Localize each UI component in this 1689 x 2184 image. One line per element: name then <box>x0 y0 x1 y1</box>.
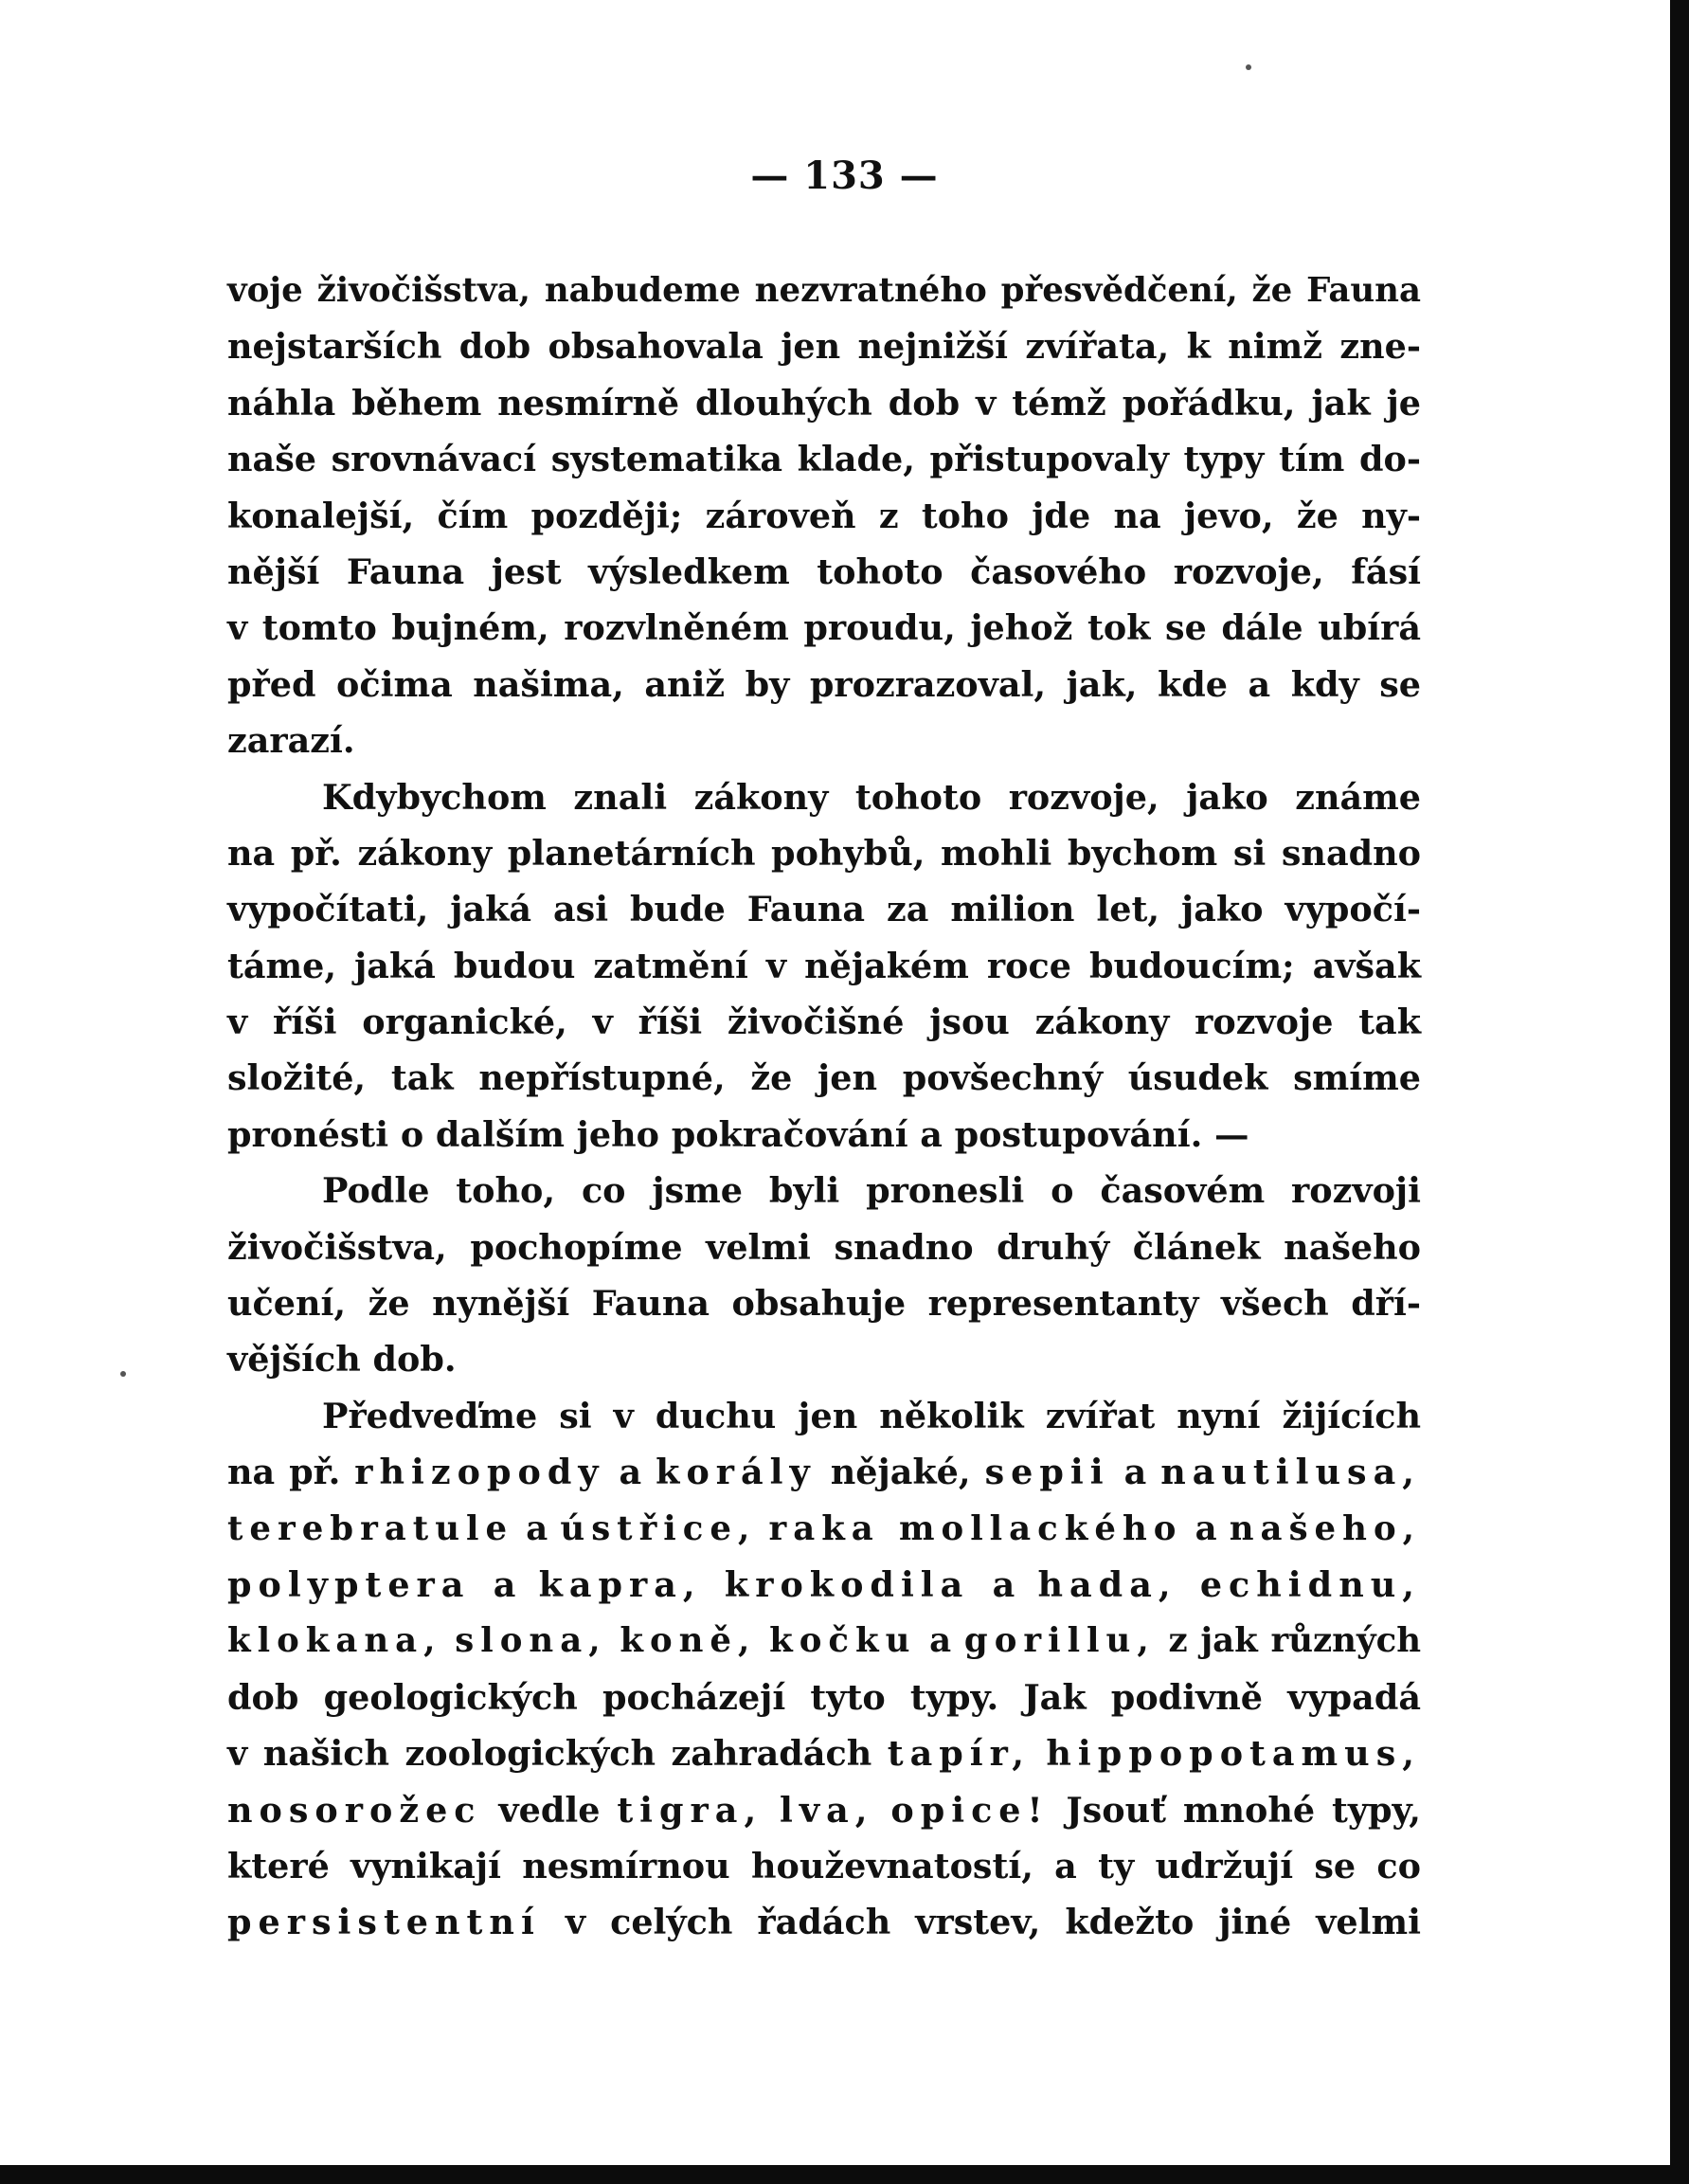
text-run <box>1177 1564 1200 1605</box>
text-run: v celých řadách vrstev, kdežto jiné velmi <box>540 1902 1421 1943</box>
scan-speck <box>120 1371 126 1377</box>
text-line: nejstarších dob obsahovala jen nejnižší zvířata, k nimž zne- <box>227 326 1421 368</box>
spaced-term: hippopotamus, <box>1046 1733 1421 1775</box>
text-run <box>1031 1733 1046 1774</box>
spaced-term: korály <box>656 1452 817 1493</box>
text-line <box>227 1501 1421 1557</box>
spaced-term: persistentní <box>227 1902 541 1943</box>
text-line: v říši organické, v říši živočišné jsou zákony rozvoje tak <box>227 1002 1421 1043</box>
text-run: Jsouť mnohé typy, <box>1049 1789 1421 1831</box>
text-line: nější Fauna jest výsledkem tohoto časového rozvoje, fásí <box>227 551 1421 592</box>
text-line <box>227 1894 1421 1950</box>
spaced-term: lva, <box>780 1789 874 1831</box>
spaced-term: tigra, <box>617 1789 764 1831</box>
text-line: náhla během nesmírně dlouhých dob v témž pořádku, jak je <box>227 382 1421 424</box>
text-line: živočišstva, pochopíme velmi snadno druhý článek našeho <box>227 1226 1421 1268</box>
text-run <box>756 1621 769 1660</box>
text-run <box>607 1621 620 1660</box>
text-line <box>227 1782 1421 1838</box>
text-line: složité, tak nepřístupné, že jen povšechný úsudek smíme <box>227 1057 1421 1099</box>
paragraph-start-line: Podle toho, co jsme byli pronesli o časovém rozvoji <box>322 1170 1421 1212</box>
spaced-term: nosorožec <box>227 1789 482 1831</box>
spaced-term: nautilusa, <box>1160 1452 1421 1493</box>
text-line: před očima našima, aniž by prozrazoval, jak, kde a kdy se <box>227 663 1421 705</box>
spaced-term: hada, <box>1037 1563 1177 1605</box>
spaced-term: opice! <box>890 1789 1050 1831</box>
text-run: a <box>916 1621 964 1661</box>
spaced-term: ústřice, <box>560 1508 757 1548</box>
text-line: v tomto bujném, rozvlněném proudu, jehož tok se dále ubírá <box>227 607 1421 649</box>
text-line: pronésti o dalším jeho pokračování a postupování. — <box>227 1113 1249 1155</box>
spaced-term: našeho, <box>1229 1508 1421 1548</box>
text-run <box>756 1509 768 1548</box>
text-run: vedle <box>481 1789 618 1831</box>
text-line: učení, že nynější Fauna obsahuje representanty všech dří- <box>227 1283 1421 1325</box>
text-run <box>442 1621 456 1660</box>
text-line: táme, jaká budou zatmění v nějakém roce budoucím; avšak <box>227 945 1421 986</box>
text-line <box>227 1557 1421 1613</box>
spaced-term: rhizopody <box>354 1452 605 1493</box>
spaced-term: raka mollackého <box>768 1508 1183 1548</box>
text-run <box>702 1564 725 1605</box>
paragraph-start-line: Předveďme si v duchu jen několik zvířat nyní žijících <box>322 1395 1421 1436</box>
text-line: voje živočišstva, nabudeme nezvratného přesvědčení, že Fauna <box>227 271 1421 310</box>
spaced-term: kočku <box>769 1621 917 1661</box>
text-run: a <box>470 1563 539 1605</box>
spaced-term: klokana, <box>227 1621 442 1661</box>
text-run: z jak různých <box>1155 1621 1422 1661</box>
text-run: a <box>1182 1508 1230 1548</box>
text-line: vějších dob. <box>227 1339 457 1381</box>
spaced-term: gorillu, <box>963 1621 1156 1661</box>
text-run <box>873 1790 890 1831</box>
text-line: zarazí. <box>227 720 355 762</box>
text-line <box>227 1613 1421 1669</box>
spaced-term: sepii <box>984 1452 1110 1493</box>
text-run: a <box>1109 1452 1161 1493</box>
spaced-term: polyptera <box>227 1563 471 1605</box>
text-run: a <box>604 1452 656 1493</box>
page-number: — 133 — <box>750 153 939 198</box>
text-line <box>227 1725 1421 1781</box>
text-line: které vynikají nesmírnou houževnatostí, a ty udržují se co <box>227 1845 1421 1886</box>
scan-border-right <box>1670 0 1689 2184</box>
paragraph-start-line: Kdybychom znali zákony tohoto rozvoje, jako známe <box>322 776 1421 818</box>
text-run: a <box>513 1508 561 1548</box>
spaced-term: echidnu, <box>1199 1563 1421 1605</box>
spaced-term: krokodila <box>724 1563 970 1605</box>
text-line: naše srovnávací systematika klade, přistupovaly typy tím do- <box>227 439 1421 480</box>
text-run: nějaké, <box>816 1452 985 1493</box>
text-line: dob geologických pocházejí tyto typy. Jak podivně vypadá <box>227 1676 1421 1718</box>
text-run: v našich zoologických zahradách <box>227 1733 888 1775</box>
body-text <box>227 262 1421 1951</box>
spaced-term: terebratule <box>227 1508 514 1548</box>
text-line: konalejší, čím později; zároveň z toho jde na jevo, že ny- <box>227 495 1421 536</box>
spaced-term: tapír, <box>887 1733 1031 1775</box>
spaced-term: slona, <box>455 1621 607 1661</box>
text-line: na př. zákony planetárních pohybů, mohli bychom si snadno <box>227 832 1421 874</box>
scan-speck <box>1246 64 1251 70</box>
text-line: vypočítati, jaká asi bude Fauna za milion let, jako vypočí- <box>227 889 1421 930</box>
spaced-term: koně, <box>620 1621 757 1661</box>
text-run: na př. <box>227 1452 355 1493</box>
text-run <box>763 1790 780 1831</box>
spaced-term: kapra, <box>538 1563 702 1605</box>
text-run: a <box>969 1563 1038 1605</box>
scan-border-bottom <box>0 2165 1689 2184</box>
text-line <box>227 1444 1421 1500</box>
